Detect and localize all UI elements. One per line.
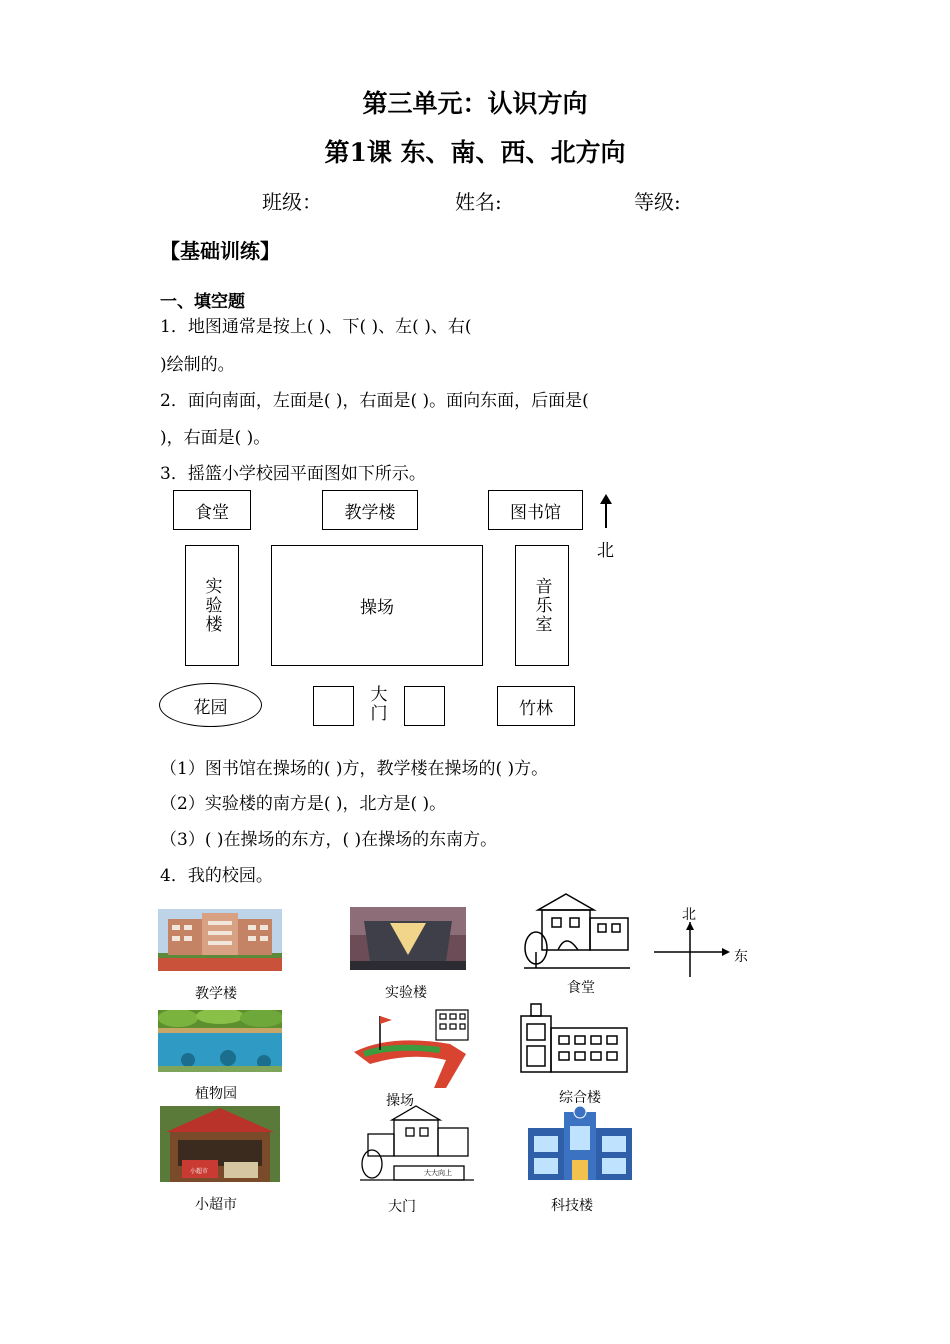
question-3-sub-3: （3）( )在操场的东方，( )在操场的东南方。 bbox=[160, 830, 498, 850]
class-label: 班级： bbox=[262, 190, 322, 214]
botanical-garden-picture bbox=[158, 1010, 282, 1072]
caption-gate: 大门 bbox=[388, 1199, 416, 1215]
north-arrow-icon bbox=[596, 494, 616, 530]
teaching-building-photo bbox=[158, 909, 282, 971]
caption-canteen: 食堂 bbox=[567, 980, 595, 996]
question-1-line-1: 1．地图通常是按上( )、下( )、左( )、右( bbox=[160, 317, 472, 337]
caption-botanical-garden: 植物园 bbox=[195, 1086, 237, 1102]
question-3: 3．摇篮小学校园平面图如下所示。 bbox=[160, 464, 426, 484]
compass-cross-icon bbox=[652, 922, 732, 978]
caption-complex-building: 综合楼 bbox=[559, 1090, 601, 1106]
grade-label: 等级: bbox=[634, 190, 681, 214]
caption-playground: 操场 bbox=[386, 1093, 414, 1109]
unit-title: 第三单元：认识方向 bbox=[362, 89, 588, 118]
section-fill-blanks: 一、填空题 bbox=[160, 292, 245, 312]
name-label: 姓名: bbox=[455, 190, 502, 214]
lesson-title: 第1课 东、南、西、北方向 bbox=[324, 138, 626, 167]
canteen-drawing bbox=[522, 892, 632, 972]
map-bamboo: 竹林 bbox=[497, 686, 575, 726]
compass-north-label: 北 bbox=[682, 907, 696, 923]
complex-building-drawing bbox=[515, 1002, 631, 1074]
map-playground: 操场 bbox=[271, 545, 483, 666]
compass-east-label: 东 bbox=[734, 949, 748, 965]
supermarket-sign: 小超市 bbox=[190, 1168, 209, 1175]
map-garden: 花园 bbox=[159, 683, 262, 727]
question-2-line-2: )，右面是( )。 bbox=[160, 428, 271, 448]
map-north-label: 北 bbox=[597, 541, 614, 561]
lab-building-photo bbox=[350, 907, 466, 970]
map-music-room: 音乐室 bbox=[515, 545, 569, 666]
caption-science-building: 科技楼 bbox=[551, 1198, 593, 1214]
section-basic-training: 【基础训练】 bbox=[160, 239, 280, 263]
map-library: 图书馆 bbox=[488, 490, 583, 530]
map-canteen: 食堂 bbox=[173, 490, 251, 530]
map-gate: 大门 bbox=[370, 685, 388, 724]
map-gate-post-left bbox=[313, 686, 354, 726]
gate-sign: 大大向上 bbox=[424, 1169, 452, 1177]
question-2-line-1: 2．面向南面，左面是( )，右面是( )。面向东面，后面是( bbox=[160, 391, 589, 411]
science-building-icon bbox=[528, 1104, 632, 1180]
map-lab-building: 实验楼 bbox=[185, 545, 239, 666]
playground-drawing bbox=[350, 1008, 472, 1088]
gate-drawing bbox=[358, 1104, 476, 1184]
supermarket-photo bbox=[160, 1106, 280, 1182]
map-teaching-building: 教学楼 bbox=[322, 490, 418, 530]
question-1-line-2: )绘制的。 bbox=[160, 355, 235, 375]
caption-supermarket: 小超市 bbox=[195, 1197, 237, 1213]
map-gate-post-right bbox=[404, 686, 445, 726]
caption-teaching-building: 教学楼 bbox=[195, 986, 237, 1002]
caption-lab-building: 实验楼 bbox=[385, 985, 427, 1001]
question-4: 4．我的校园。 bbox=[160, 866, 273, 886]
question-3-sub-1: （1）图书馆在操场的( )方，教学楼在操场的( )方。 bbox=[160, 759, 549, 779]
question-3-sub-2: （2）实验楼的南方是( )，北方是( )。 bbox=[160, 794, 447, 814]
